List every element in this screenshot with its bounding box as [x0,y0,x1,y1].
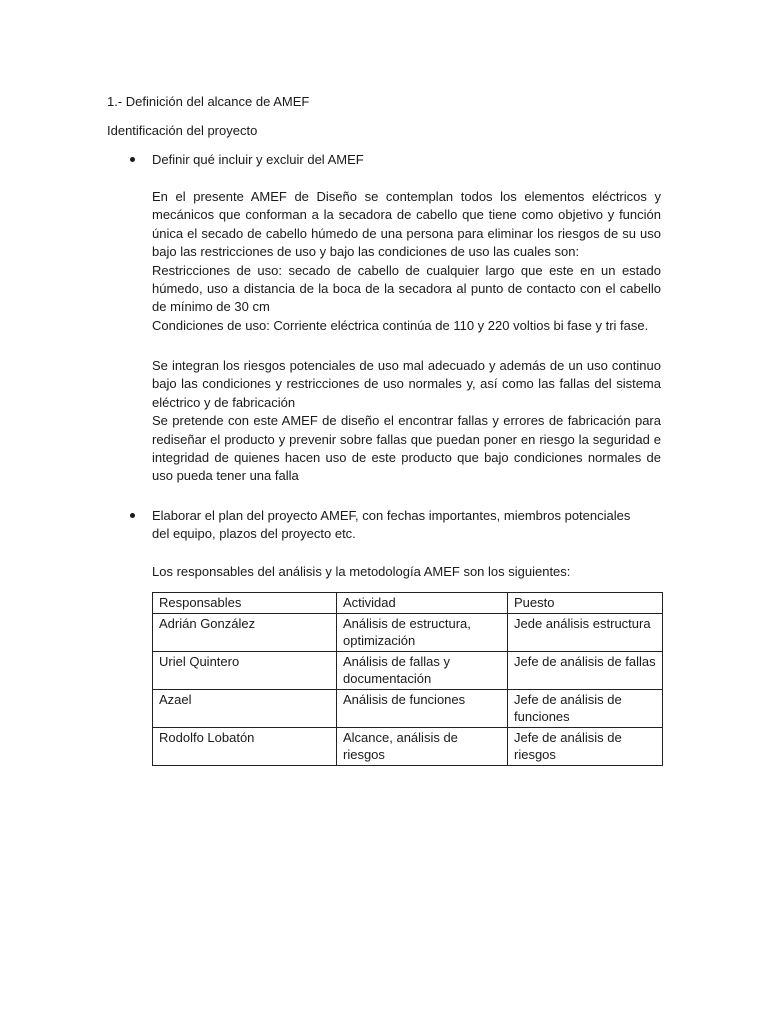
header-cell-puesto: Puesto [508,593,663,614]
table-cell: Análisis de estructura, optimización [337,614,508,652]
table-cell: Jefe de análisis de funciones [508,690,663,728]
conditions-paragraph: Condiciones de uso: Corriente eléctrica continúa de 110 y 220 voltios bi fase y tri fase. [152,317,649,333]
table-cell: Alcance, análisis de riesgos [337,728,508,766]
table-row [153,690,663,728]
responsibles-table [152,592,663,766]
table-row [153,614,663,652]
table-row [153,728,663,766]
table-header-row [153,593,663,614]
risks-paragraph: Se integran los riesgos potenciales de uso mal adecuado y además de un uso continuo bajo las condiciones y restricciones de uso normales y, así como las fallas del sistema eléctrico y de fabricación [152,358,661,410]
restrictions-paragraph: Restricciones de uso: secado de cabello de cualquier largo que este en un estado húmedo, uso a distancia de la boca de la secadora al punto de contacto con el cabello de mínimo de 30 cm [152,262,661,315]
table-cell: Uriel Quintero [153,652,337,690]
scope-description [152,188,661,335]
table-cell: Azael [153,690,337,728]
bullet-dot-icon [130,513,135,518]
table-row [153,652,663,690]
risks-description [152,357,661,486]
purpose-paragraph: Se pretende con este AMEF de diseño el encontrar fallas y errores de fabricación para rediseñar el producto y prevenir sobre fallas que puedan poner en riesgo la seguridad e integridad de quienes hacen uso de este producto que bajo condiciones normales de uso pueda tener una falla [152,413,661,484]
header-cell-responsables: Responsables [153,593,337,614]
bullet-label: Definir qué incluir y excluir del AMEF [152,152,364,167]
table-cell: Rodolfo Lobatón [153,728,337,766]
table-cell: Jede análisis estructura [508,614,663,652]
table-cell: Análisis de fallas y documentación [337,652,508,690]
table-cell: Adrián González [153,614,337,652]
table-cell: Análisis de funciones [337,690,508,728]
table-cell: Jefe de análisis de fallas [508,652,663,690]
bullet-dot-icon [130,157,135,162]
subsection-title: Identificación del proyecto [107,123,258,138]
bullet-label: Elaborar el plan del proyecto AMEF, con fechas importantes, miembros potenciales del equipo, plazos del proyecto etc. [152,508,631,541]
table-cell: Jefe de análisis de riesgos [508,728,663,766]
scope-paragraph: En el presente AMEF de Diseño se contemplan todos los elementos eléctricos y mecánicos que conforman a la secadora de cabello que tiene como objetivo y función única el secado de cabello húmedo de una persona para eliminar los riesgos de su uso bajo las restricciones de uso y bajo las condiciones de uso las cuales son: [152,189,661,260]
header-cell-actividad: Actividad [337,593,508,614]
responsibles-intro: Los responsables del análisis y la metodología AMEF son los siguientes: [152,564,571,579]
section-title: 1.- Definición del alcance de AMEF [107,94,310,109]
